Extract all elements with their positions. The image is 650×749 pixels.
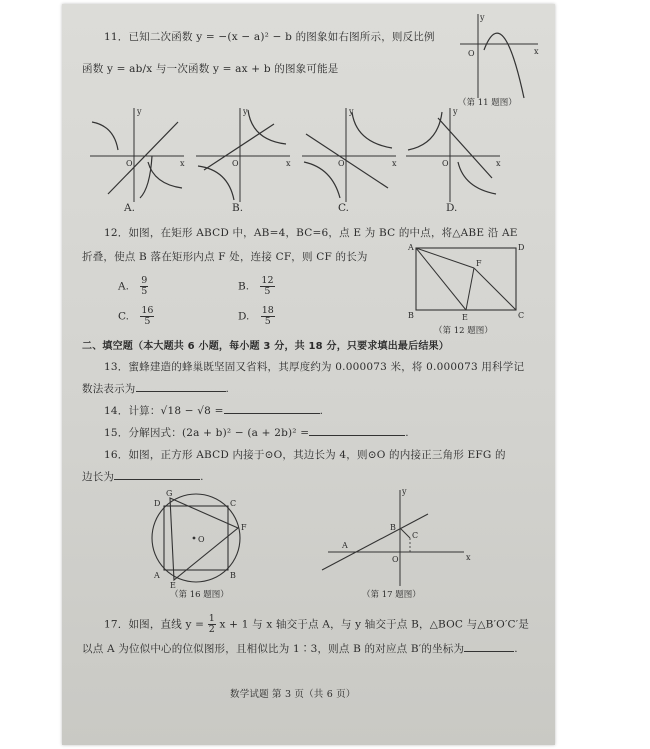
q12-option-c-num: 16	[141, 305, 154, 316]
q12-option-b-den: 5	[264, 286, 271, 297]
q12-option-c[interactable]	[118, 306, 154, 327]
q12-option-d-label: D.	[238, 310, 250, 323]
q17-line1	[104, 614, 529, 635]
q13-line1: 13．蜜蜂建造的蜂巢既坚固又省料，其厚度约为 0.000073 米，将 0.000073 用科学记	[104, 361, 525, 373]
q12-point-e: E	[462, 313, 468, 322]
svg-text:y: y	[349, 107, 354, 116]
q15-line: 15．分解因式：(2a + b)² − (a + 2b)² = .	[104, 424, 409, 440]
q17-line	[322, 514, 428, 570]
q13-line2: 数法表示为 .	[82, 380, 229, 396]
q17-caption: （第 17 题图）	[362, 590, 421, 600]
q17-line1-end: x + 1 与 x 轴交于点 A，与 y 轴交于点 B，△BOC 与△B′O′C′是	[219, 618, 530, 631]
q12-option-b[interactable]	[238, 276, 275, 297]
q16-line2: 边长为 .	[82, 468, 204, 484]
section-fill-in-heading: 二、填空题（本大题共 6 小题，每小题 3 分，共 18 分，只要求填出最后结果）	[82, 341, 449, 352]
page-footer: 数学试题 第 3 页（共 6 页）	[230, 689, 356, 700]
q12-option-d-num: 18	[261, 305, 274, 316]
q16-point-f: F	[241, 523, 247, 532]
q16-answer-blank[interactable]	[114, 468, 200, 480]
q17-x-label: x	[466, 553, 471, 562]
svg-text:O: O	[338, 159, 345, 168]
q17-point-b: B	[390, 523, 396, 532]
q11-option-a[interactable]: A.	[124, 202, 135, 214]
q11-option-b[interactable]: B.	[232, 202, 244, 214]
q11-option-c[interactable]: C.	[338, 202, 349, 214]
q17-line2: 以点 A 为位似中心的位似图形，且相似比为 1∶3，则点 B 的对应点 B′的坐标为 .	[82, 640, 518, 656]
q17-point-c: C	[412, 531, 419, 540]
q12-point-d: D	[518, 243, 525, 252]
q11-graph-b	[194, 104, 294, 204]
q15-answer-blank[interactable]	[309, 424, 405, 436]
q11-line1: 11．已知二次函数 y = −(x − a)² − b 的图象如右图所示，则反比例	[104, 31, 435, 43]
q12-rectangle	[416, 248, 516, 310]
q11-caption: （第 11 题图）	[458, 98, 517, 108]
q12-point-b: B	[408, 311, 414, 320]
q12-option-c-den: 5	[144, 316, 151, 327]
q16-point-c: C	[230, 499, 237, 508]
q12-option-c-label: C.	[118, 310, 129, 323]
q11-graph-d	[404, 104, 504, 204]
q11-y-label: y	[480, 13, 485, 22]
svg-text:O: O	[232, 159, 239, 168]
q16-point-o: O	[198, 535, 205, 544]
svg-text:y: y	[137, 107, 142, 116]
q11-origin: O	[468, 49, 475, 58]
q13-answer-blank[interactable]	[136, 380, 226, 392]
q14-answer-blank[interactable]	[224, 402, 320, 414]
q17-line2-text: 以点 A 为位似中心的位似图形，且相似比为 1∶3，则点 B 的对应点 B′的坐标为	[82, 643, 465, 655]
q16-point-a: A	[154, 571, 160, 580]
q15-text: 15．分解因式：(2a + b)² − (a + 2b)² =	[104, 427, 310, 439]
q12-option-d-den: 5	[264, 316, 271, 327]
q12-option-b-num: 12	[261, 275, 274, 286]
q12-rectangle-figure	[406, 242, 526, 326]
q11-graph-c	[300, 104, 400, 204]
q16-line1: 16．如图，正方形 ABCD 内接于⊙O，其边长为 4，则⊙O 的内接正三角形 EFG 的	[104, 449, 506, 461]
q11-parabola	[484, 33, 524, 98]
q12-option-a-num: 9	[141, 275, 148, 286]
q13-line2-text: 数法表示为	[82, 383, 136, 395]
q12-caption: （第 12 题图）	[434, 326, 493, 336]
q17-point-a: A	[342, 541, 348, 550]
exam-page	[62, 4, 555, 745]
q16-circle-figure	[144, 486, 254, 590]
q11-line2	[82, 62, 338, 76]
svg-text:y: y	[243, 107, 248, 116]
q12-point-c: C	[518, 311, 525, 320]
q12-line1: 12．如图，在矩形 ABCD 中，AB=4，BC=6，点 E 为 BC 的中点，将△ABE 沿 AE	[104, 227, 518, 239]
q16-line2-text: 边长为	[82, 471, 115, 483]
q12-option-a-label: A.	[118, 280, 129, 293]
q16-square	[164, 506, 228, 570]
svg-text:y: y	[453, 107, 458, 116]
q17-frac-num: 1	[208, 613, 215, 624]
q16-point-b: B	[230, 571, 236, 580]
q11-parabola-figure	[450, 10, 540, 100]
q12-option-b-label: B.	[238, 280, 250, 293]
q16-point-d: D	[154, 499, 161, 508]
q11-line2-text: 函数 y = ab/x 与一次函数 y = ax + b 的图象可能是	[82, 63, 339, 75]
q17-line-figure	[318, 486, 478, 590]
svg-text:x: x	[496, 159, 501, 168]
svg-text:O: O	[442, 159, 449, 168]
q16-circle	[152, 494, 240, 582]
q16-point-e: E	[170, 581, 176, 590]
svg-text:x: x	[286, 159, 291, 168]
q12-option-a[interactable]	[118, 276, 148, 297]
q11-option-d[interactable]: D.	[446, 202, 458, 214]
svg-text:x: x	[180, 159, 185, 168]
q14-text: 14．计算：√18 − √8 =	[104, 405, 224, 417]
q17-y-label: y	[402, 487, 407, 496]
q12-option-d[interactable]	[238, 306, 275, 327]
svg-text:O: O	[126, 159, 133, 168]
q17-frac-den: 2	[208, 624, 215, 635]
svg-text:x: x	[392, 159, 397, 168]
q11-graph-a	[88, 104, 188, 204]
q17-answer-blank[interactable]	[464, 640, 514, 652]
q12-line2: 折叠，使点 B 落在矩形内点 F 处，连接 CF，则 CF 的长为	[82, 251, 368, 263]
q12-point-f: F	[476, 259, 482, 268]
q11-x-label: x	[534, 47, 539, 56]
q14-line: 14．计算：√18 − √8 = .	[104, 402, 323, 418]
q12-option-a-den: 5	[141, 286, 148, 297]
q17-point-o: O	[392, 555, 399, 564]
q16-point-g: G	[166, 489, 173, 498]
q17-line1-start: 17．如图，直线 y =	[104, 618, 205, 631]
q12-point-a: A	[408, 243, 414, 252]
q16-caption: （第 16 题图）	[170, 590, 229, 600]
